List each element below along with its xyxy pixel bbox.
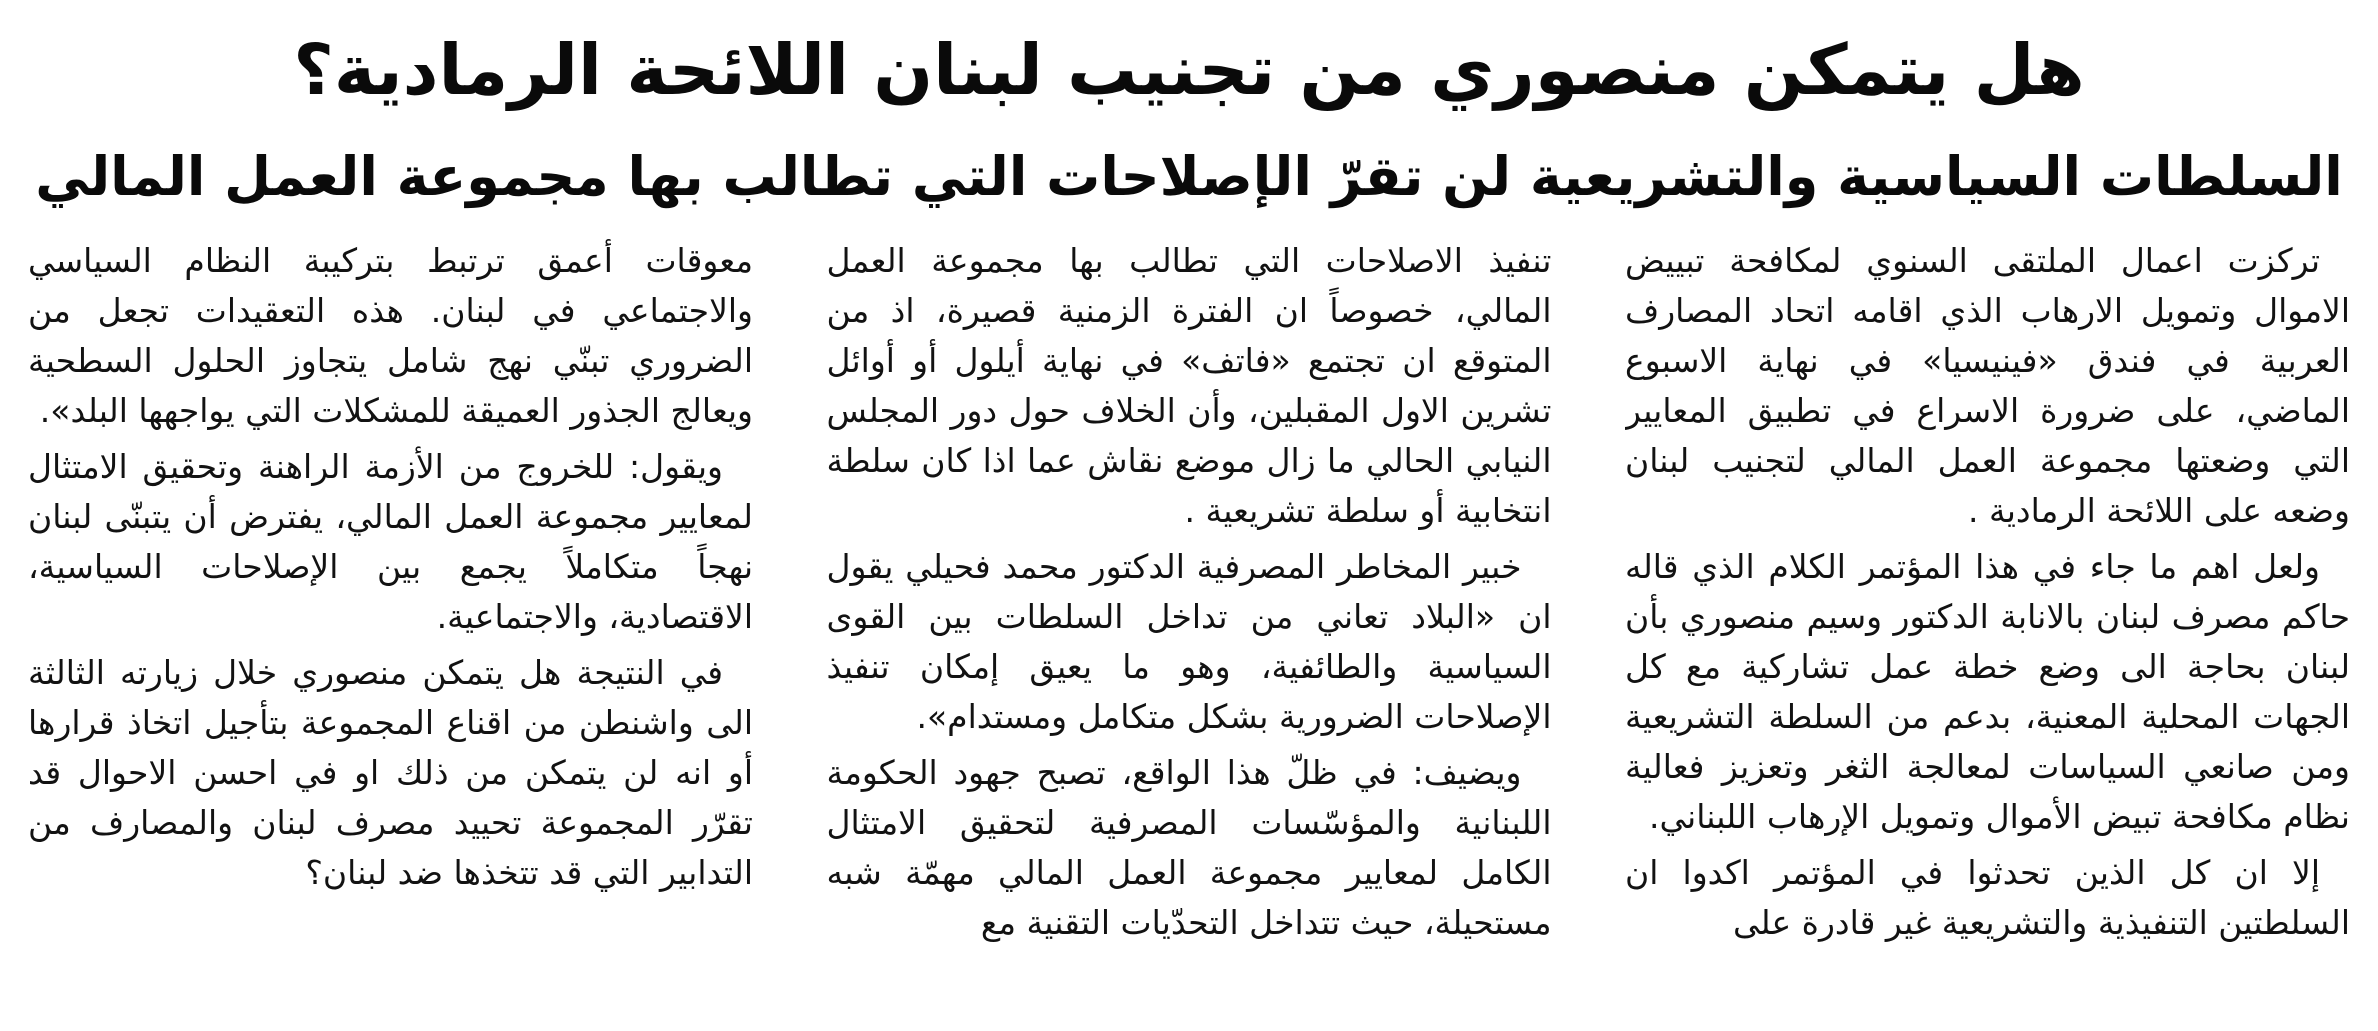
- paragraph: خبير المخاطر المصرفية الدكتور محمد فحيلي يقول ان «البلاد تعاني من تداخل السلطات بين القوى السياسية والطائفية، وهو ما يعيق إمكان تنفيذ الإصلاحات الضرورية بشكل متكامل ومستدام».: [826, 547, 1552, 736]
- paragraph: في النتيجة هل يتمكن منصوري خلال زيارته الثالثة الى واشنطن من اقناع المجموعة بتأجيل اتخاذ قرارها أو انه لن يتمكن من ذلك او في احسن الاحوال قد تقرّر المجموعة تحييد مصرف لبنان والمصارف من التدابير التي قد تتخذها ضد لبنان؟: [28, 653, 753, 892]
- paragraph: ولعل اهم ما جاء في هذا المؤتمر الكلام الذي قاله حاكم مصرف لبنان بالانابة الدكتور وسيم منصوري بأن لبنان بحاجة الى وضع خطة عمل تشاركية مع كل الجهات المحلية المعنية، بدعم من السلطة التشريعية ومن صانعي السياسات لمعالجة الثغر وتعزيز فعالية نظام مكافحة تبيض الأموال وتمويل الإرهاب اللبناني.: [1625, 547, 2350, 836]
- article-column-1: [1625, 236, 2350, 1016]
- paragraph: ويضيف: في ظلّ هذا الواقع، تصبح جهود الحكومة اللبنانية والمؤسّسات المصرفية لتحقيق الامتثال الكامل لمعايير مجموعة العمل المالي مهمّة شبه مستحيلة، حيث تتداخل التحدّيات التقنية مع: [826, 753, 1552, 942]
- paragraph: تركزت اعمال الملتقى السنوي لمكافحة تبييض الاموال وتمويل الارهاب الذي اقامه اتحاد المصارف العربية في فندق «فينيسيا» في نهاية الاسبوع الماضي، على ضرورة الاسراع في تطبيق المعايير التي وضعتها مجموعة العمل المالي لتجنيب لبنان وضعه على اللائحة الرمادية .: [1625, 241, 2350, 530]
- paragraph: إلا ان كل الذين تحدثوا في المؤتمر اكدوا ان السلطتين التنفيذية والتشريعية غير قادرة على: [1625, 853, 2350, 942]
- headline-line-1: هل يتمكن منصوري من تجنيب لبنان اللائحة الرمادية؟: [293, 29, 2085, 111]
- paragraph: تنفيذ الاصلاحات التي تطالب بها مجموعة العمل المالي، خصوصاً ان الفترة الزمنية قصيرة، اذ من المتوقع ان تجتمع «فاتف» في نهاية أيلول أو أوائل تشرين الاول المقبلين، وأن الخلاف حول دور المجلس النيابي الحالي ما زال موضع نقاش عما اذا كان سلطة انتخابية أو سلطة تشريعية .: [826, 241, 1552, 530]
- paragraph: معوقات أعمق ترتبط بتركيبة النظام السياسي والاجتماعي في لبنان. هذه التعقيدات تجعل من الضروري تبنّي نهج شامل يتجاوز الحلول السطحية ويعالج الجذور العميقة للمشكلات التي يواجهها البلد».: [28, 241, 753, 430]
- article-columns: [28, 236, 2350, 1016]
- headline-line-2: السلطات السياسية والتشريعية لن تقرّ الإصلاحات التي تطالب بها مجموعة العمل المالي: [35, 145, 2343, 208]
- paragraph: ويقول: للخروج من الأزمة الراهنة وتحقيق الامتثال لمعايير مجموعة العمل المالي، يفترض أن يتبنّى لبنان نهجاً متكاملاً يجمع بين الإصلاحات السياسية، الاقتصادية، والاجتماعية.: [28, 447, 753, 636]
- article-column-3: [28, 236, 753, 1016]
- article-column-2: [827, 236, 1552, 1016]
